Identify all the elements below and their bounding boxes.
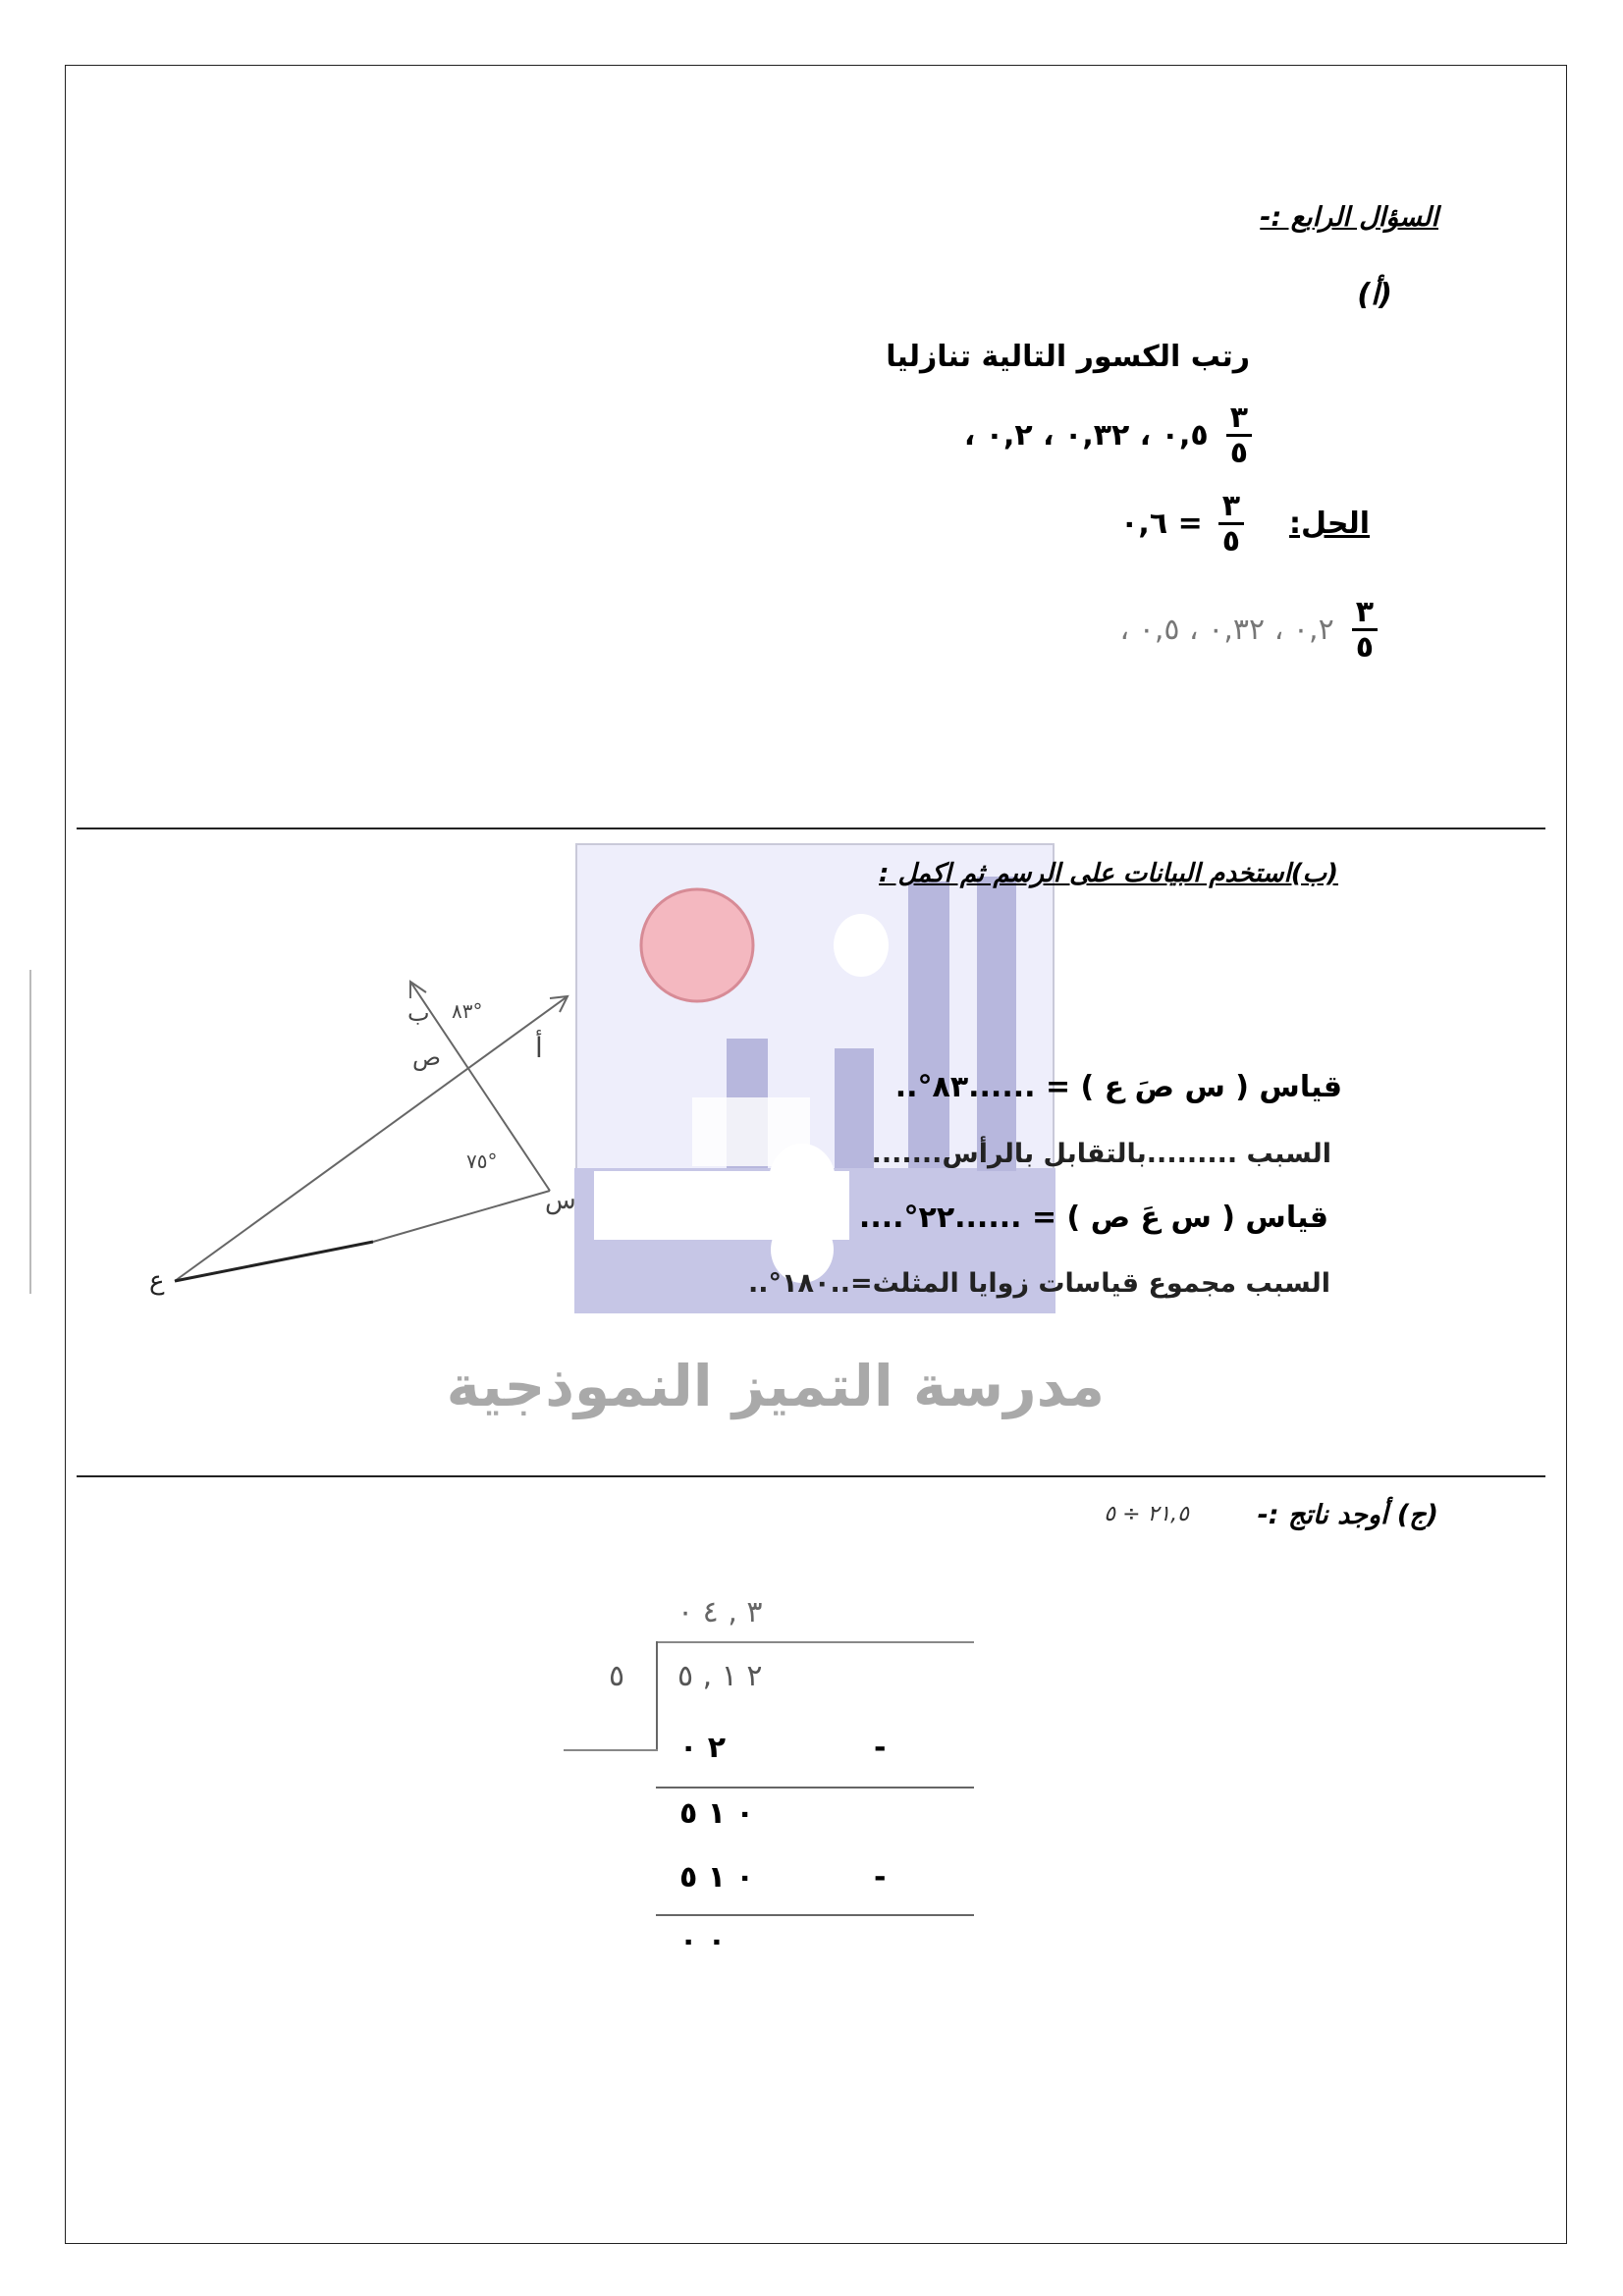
dividend: ٢ ١ , ٥ [677, 1659, 763, 1693]
school-name-watermark: مدرسة التميز النموذجية [446, 1353, 1105, 1419]
step-1: ٢ ٠ [679, 1731, 727, 1765]
decimals-list: ٠,٥ ، ٠,٣٢ ، ٠,٢ ، [963, 418, 1209, 454]
label-e: ع [149, 1266, 165, 1296]
angle-83-label: ٨٣° [452, 999, 483, 1023]
label-s: ص [412, 1043, 442, 1071]
fraction-numerator: ٣ [1352, 597, 1378, 631]
instruction-text: رتب الكسور التالية تنازليا [886, 340, 1250, 374]
fraction-denominator: ٥ [1221, 523, 1241, 559]
reason-line-2: السبب مجموع قياسات زوايا المثلث=..١٨٠°.. [748, 1268, 1330, 1299]
fraction-numerator: ٣ [1218, 491, 1244, 525]
division-bracket-base [564, 1749, 658, 1751]
fraction-numerator: ٣ [1226, 402, 1252, 437]
division-bar [656, 1641, 974, 1643]
fraction [1226, 402, 1252, 469]
part-b-title: (ب)استخدم البيانات على الرسم ثم اكمل : [879, 859, 1338, 888]
reason-line-1: السبب .........بالتقابل بالرأس....... [871, 1139, 1331, 1169]
scan-edge-mark [29, 970, 31, 1294]
label-a: أ [535, 1032, 543, 1064]
solution-label: الحل: [1289, 507, 1370, 542]
measure-line-1: قياس ( س صَ ع ) = ......٨٣°.. [894, 1070, 1342, 1104]
remainder: ٠ ٠ [679, 1924, 727, 1958]
section-divider [77, 1475, 1545, 1477]
division-bracket [656, 1641, 658, 1751]
angle-75-label: ٧٥° [466, 1149, 498, 1173]
solution-line [1120, 491, 1370, 558]
fraction-denominator: ٥ [1355, 629, 1374, 665]
question-title: السؤال الرابع :- [1260, 202, 1438, 233]
answer-decimals: ٠,٢ ، ٠,٣٢ ، ٠,٥ ، [1119, 613, 1334, 648]
triangle-diagram [147, 967, 599, 1301]
step-2: ٠ ١ ٥ [679, 1796, 754, 1831]
minus-sign-1: - [874, 1731, 887, 1765]
part-c-title: (ج) أوجد ناتج :- [1257, 1500, 1438, 1530]
quotient: ٣ , ٤ ٠ [677, 1595, 763, 1629]
step-3: ٠ ١ ٥ [679, 1860, 754, 1895]
measure-line-2: قياس ( س عَ ص ) = ......٢٢°.... [858, 1201, 1328, 1235]
fraction-denominator: ٥ [1229, 435, 1248, 470]
division-expression: ٢١,٥ ÷ ٥ [1104, 1502, 1189, 1526]
minus-sign-2: - [874, 1860, 887, 1895]
label-x: س [545, 1186, 576, 1215]
fractions-list [964, 402, 1252, 469]
answer-line [1120, 597, 1378, 664]
label-b: ب [407, 999, 430, 1027]
subtraction-line-2 [656, 1914, 974, 1916]
section-divider [77, 828, 1545, 829]
subtraction-line-1 [656, 1787, 974, 1789]
part-a-label: (أ) [1357, 278, 1392, 312]
fraction [1352, 597, 1378, 664]
fraction [1218, 491, 1244, 558]
solution-value: = ٠,٦ [1120, 507, 1203, 542]
divisor: ٥ [609, 1659, 625, 1693]
